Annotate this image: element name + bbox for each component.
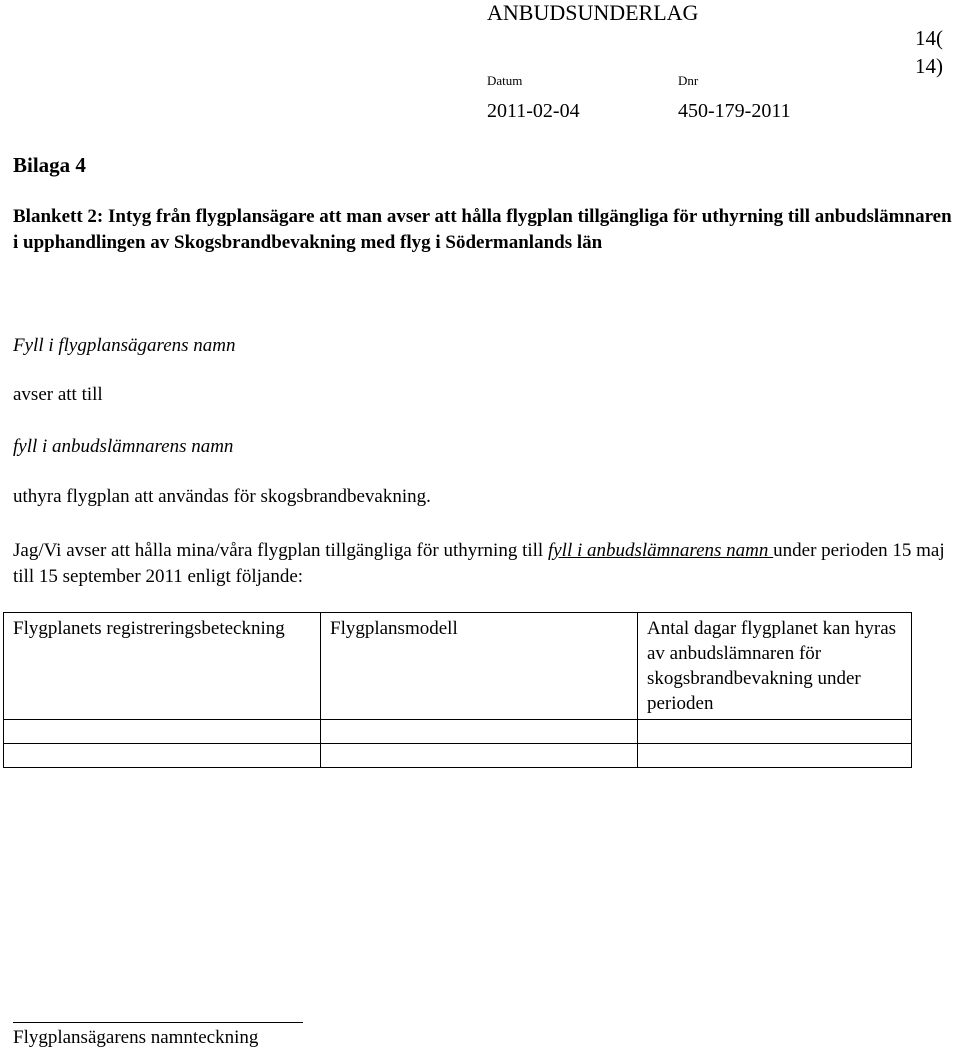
form-heading: Blankett 2: Intyg från flygplansägare att man avser att hålla flygplan tillgängliga för uthyrning till anbudslämnaren i upphandlingen av Skogsbrandbevakning med flyg i Södermanlands län [13,206,952,253]
table-cell-days[interactable] [638,744,912,768]
table-cell-model[interactable] [321,744,638,768]
bidder-name-inline-field[interactable]: fyll i anbudslämnarens namn [547,540,774,561]
date-label: Datum [487,73,523,88]
dnr-label: Dnr [678,73,699,88]
date-value: 2011-02-04 [487,100,580,122]
rent-text: uthyra flygplan att användas för skogsbrandbevakning. [13,486,431,507]
aircraft-table [3,612,912,768]
table-header-row [4,613,912,720]
table-cell-registration[interactable] [4,720,321,744]
owner-name-field[interactable]: Fyll i flygplansägarens namn [13,335,236,356]
table-row [4,744,912,768]
document-title: ANBUDSUNDERLAG [487,0,699,25]
bidder-name-field[interactable]: fyll i anbudslämnarens namn [13,436,234,457]
intends-text: avser att till [13,384,103,405]
signature-line[interactable] [13,1022,303,1023]
header-model: Flygplansmodell [321,613,638,720]
table-cell-registration[interactable] [4,744,321,768]
intent-paragraph [13,538,958,590]
paragraph-after: under perioden 15 maj till 15 september 2011 enligt följande: [13,540,945,587]
table-row [4,720,912,744]
signature-label: Flygplansägarens namnteckning [13,1027,259,1048]
table-cell-model[interactable] [321,720,638,744]
header-days: Antal dagar flygplanet kan hyras av anbudslämnaren för skogsbrandbevakning under perioden [638,613,912,720]
table-cell-days[interactable] [638,720,912,744]
paragraph-before: Jag/Vi avser att hålla mina/våra flygplan tillgängliga för uthyrning till [13,540,548,561]
dnr-value: 450-179-2011 [678,100,791,122]
page-number: 14( 14) [915,26,943,78]
header-registration: Flygplanets registreringsbeteckning [4,613,321,720]
annex-label: Bilaga 4 [13,153,86,177]
